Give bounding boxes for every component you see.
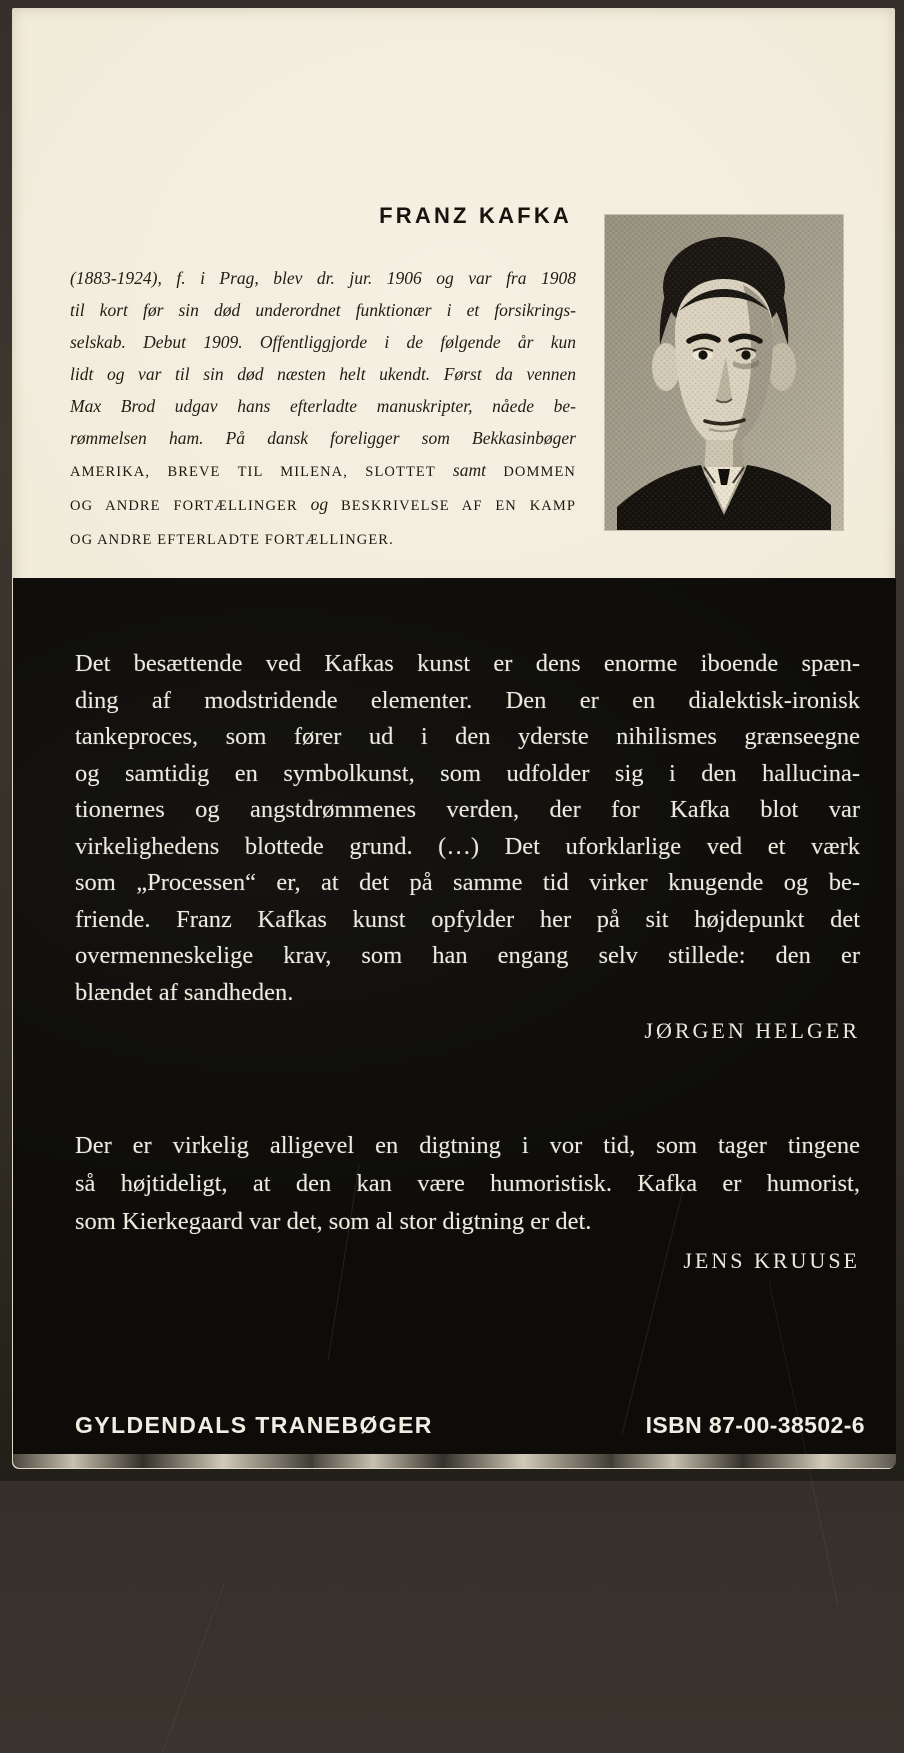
scratch-mark xyxy=(162,1583,225,1752)
publisher-name: GYLDENDALS TRANEBØGER xyxy=(75,1412,433,1438)
text-line: rømmelsen ham. På dansk foreligger som Bekkasinbøger xyxy=(70,428,576,448)
text-line: som „Processen“ er, at det på samme tid virker knugende og be- xyxy=(75,869,860,896)
text-line: tionernes og angstdrømmenes verden, der for Kafka blot var xyxy=(75,796,860,823)
text-line: AMERIKA, BREVE TIL MILENA, SLOTTET samt DOMMEN xyxy=(70,460,576,480)
text-line: OG ANDRE EFTERLADTE FORTÆLLINGER. xyxy=(70,532,394,548)
text-line: og samtidig en symbolkunst, som udfolder sig i den hallucina- xyxy=(75,759,860,787)
kafka-portrait-illustration xyxy=(605,215,843,530)
text-line: friende. Franz Kafkas kunst opfylder her på sit højdepunkt det xyxy=(75,905,860,933)
text-line: virkelighedens blottede grund. (…) Det uforklarlige ved et værk xyxy=(75,832,860,860)
worn-bottom-edge xyxy=(13,1454,896,1468)
scratch-mark xyxy=(769,1282,839,1605)
text-line: Det besættende ved Kafkas kunst er dens enorme iboende spæn- xyxy=(75,650,860,677)
text-line: selskab. Debut 1909. Offentliggjorde i de følgende år kun xyxy=(70,332,576,352)
text-line: ding af modstridende elementer. Den er en dialektisk-ironisk xyxy=(75,686,860,714)
quote-helger xyxy=(75,646,860,1011)
text-line: lidt og var til sin død næsten helt ukendt. Først da vennen xyxy=(70,364,576,384)
text-line: Max Brod udgav hans efterladte manuskripter, nåede be- xyxy=(70,396,576,416)
text-line: blændet af sandheden. xyxy=(75,978,294,1006)
text-line: overmenneskelige krav, som han engang selv stillede: den er xyxy=(75,942,860,969)
text-line: (1883-1924), f. i Prag, blev dr. jur. 1906 og var fra 1908 xyxy=(70,268,576,288)
quote-attribution-helger: JØRGEN HELGER xyxy=(644,1018,860,1043)
text-line: til kort før sin død underordnet funktionær i et forsikrings- xyxy=(70,300,576,320)
text-line: så højtideligt, at den kan være humoristisk. Kafka er humorist, xyxy=(75,1170,860,1197)
quote-attribution-kruuse: JENS KRUUSE xyxy=(683,1248,860,1273)
text-line: tankeproces, som fører ud i den yderste nihilismes grænseegne xyxy=(75,723,860,750)
quote-kruuse xyxy=(75,1127,860,1241)
text-line: Der er virkelig alligevel en digtning i vor tid, som tager tingene xyxy=(75,1132,860,1159)
author-bio xyxy=(70,262,576,556)
kafka-portrait-photo xyxy=(605,215,843,530)
author-heading: FRANZ KAFKA xyxy=(379,203,572,228)
cover-footer xyxy=(75,1412,865,1439)
text-line: som Kierkegaard var det, som al stor digtning er det. xyxy=(75,1208,592,1235)
isbn-number: ISBN 87-00-38502-6 xyxy=(645,1412,865,1438)
text-line: OG ANDRE FORTÆLLINGER og BESKRIVELSE AF EN KAMP xyxy=(70,494,577,514)
